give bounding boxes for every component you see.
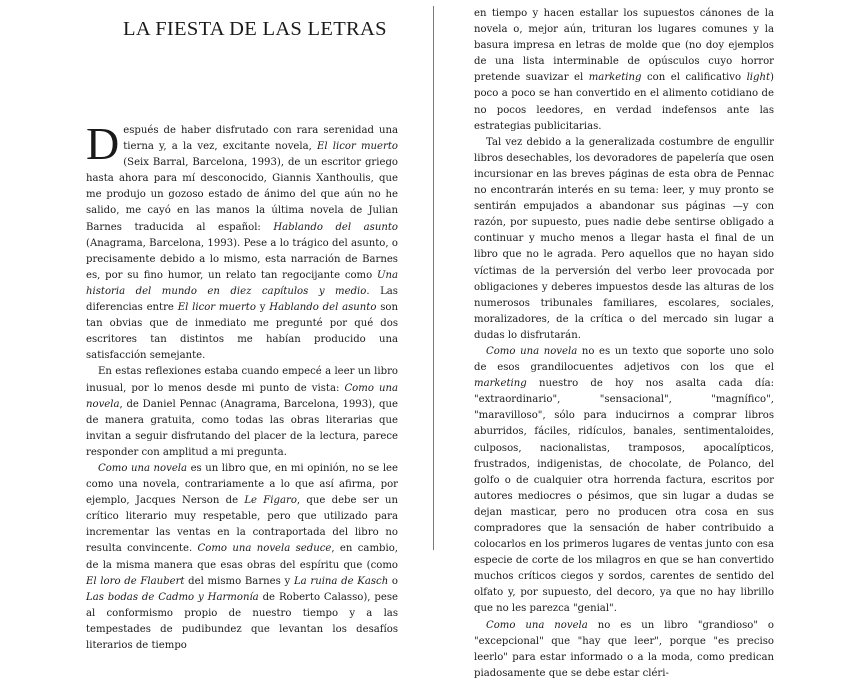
drop-cap: D bbox=[86, 118, 120, 169]
text-run: son tan obvias que de inmediato me pregunté por qué dos escritores tan distintos me habían producido una satisfacción semejante. bbox=[86, 302, 398, 362]
italic-text: marketing bbox=[474, 378, 527, 390]
paragraph bbox=[86, 118, 398, 364]
text-run: o bbox=[388, 575, 398, 587]
text-run: espués de haber disfrutado con rara serenidad una tierna y, a la vez, excitante novela, bbox=[123, 125, 398, 153]
text-run: del mismo Barnes y bbox=[184, 575, 294, 587]
text-run: en tiempo y hacen estallar los supuestos cánones de la novela o, mejor aún, trituran los lugares comunes y la basura impresa en letras de molde que (no doy ejemplos de una lista interminable de opúsculos cuyo horror pretende suavizar el bbox=[474, 8, 774, 84]
text-run: . Las diferencias entre bbox=[86, 285, 398, 314]
paragraph bbox=[474, 6, 774, 135]
text-run: ) poco a poco se han convertido en el alimento cotidiano de no pocos leedores, en verdad indefensos ante las estrategias publicitarias. bbox=[474, 72, 774, 132]
paragraph-text bbox=[86, 118, 398, 362]
italic-text: marketing bbox=[588, 72, 642, 84]
text-run: no es un libro "grandioso" o "excepcional" que "hay que leer", porque "es preciso leerlo" para estar informado o a la moda, como predican piadosamente que se debe estar cléri- bbox=[474, 619, 774, 679]
paragraph bbox=[86, 364, 398, 461]
text-run: , de Daniel Pennac (Anagrama, Barcelona, 1993), que de manera gratuita, como todas las obras literarias que invitan a seguir disfrutando del placer de la lectura, parece responder con amplitud a mi pregunta. bbox=[86, 398, 398, 458]
italic-text: Las bodas de Cadmo y Harmonía bbox=[86, 591, 259, 603]
italic-text: Como una novela bbox=[486, 345, 578, 357]
text-run: (Anagrama, Barcelona, 1993). Pese a lo trágico del asunto, o precisamente debido a lo mismo, esta narración de Barnes es, por su fino humor, un relato tan regocijante como bbox=[86, 237, 398, 281]
italic-text: La ruina de Kasch bbox=[293, 575, 389, 587]
paragraph bbox=[86, 461, 398, 654]
italic-text: Como una novela bbox=[486, 619, 588, 631]
text-run: no es un texto que soporte uno solo de esos grandilocuentes adjetivos con los que el bbox=[474, 345, 775, 374]
text-run: En estas reflexiones estaba cuando empecé a leer un libro inusual, por lo menos desde mi punto de vista: bbox=[86, 366, 398, 394]
italic-text: El licor muerto bbox=[177, 302, 256, 314]
text-run: de Roberto Calasso), pese al conformismo propio de nuestro tiempo y a las tempestades de pudibundez que levantan los desafíos literarios de tiempo bbox=[86, 591, 398, 651]
italic-text: Le Figaro bbox=[244, 495, 297, 507]
italic-text: El loro de Flaubert bbox=[86, 575, 185, 587]
left-column-text bbox=[86, 118, 398, 654]
text-run: , en cambio, de la misma manera que esas obras del espíritu que (como bbox=[86, 543, 398, 571]
italic-text: light bbox=[746, 72, 771, 84]
text-run: (Seix Barral, Barcelona, 1993), de un escritor griego hasta ahora para mí desconocido, Giannis Xanthoulis, que me produjo un gozoso estado de ánimo del que aún no he salido, me cayó en las manos la última novela de Julian Barnes traducida al español: bbox=[86, 157, 398, 233]
column-divider bbox=[433, 6, 434, 550]
text-run: con el calificativo bbox=[641, 72, 747, 84]
italic-text: Como una novela seduce bbox=[197, 543, 332, 555]
italic-text: Hablando del asunto bbox=[273, 221, 398, 233]
italic-text: Como una novela bbox=[86, 382, 398, 410]
text-run: , que debe ser un crítico literario muy respetable, pero que utilizado para incrementar las ventas en la contraportada del libro no resulta convincente. bbox=[86, 495, 398, 555]
text-run: nuestro de hoy nos asalta cada día: "extraordinario", "sensacional", "magnífico", "maravilloso", sólo para inducirnos a comprar libros aburridos, fáciles, ridículos, banales, sentimentaloides, culposos, nacionalistas, tramposos, apocalípticos, frustrados, indigenistas, de chocolate, de Polanco, del golfo o de cualquier otra horrenda factura, escritos por autores mediocres o pésimos, que sin lugar a dudas se dejan masticar, pero no producen otra cosa en sus compradores que la sensación de haber contribuido a colocarlos en los primeros lugares de ventas junto con esa especie de corte de los milagros en que se han convertido muchos críticos ciegos y sordos, carentes de sentido del olfato y, por supuesto, del decoro, ya que no hay librillo que no les parezca "genial". bbox=[474, 378, 774, 615]
text-run: Tal vez debido a la generalizada costumbre de engullir libros desechables, los devoradores de papelería que osen incursionar en las breves páginas de esta obra de Pennac no encontrarán interés en su tema: leer, y muy pronto se sentirán empujados a abandonar sus páginas —y con razón, por supuesto, pues nadie debe sentirse obligado a continuar y mucho menos a llegar hasta el final de un libro que no le agrada. Pero aquellos que no hayan sido víctimas de la perversión del verbo leer provocada por obligaciones y deberes impuestos desde las alturas de los numerosos tribunales familiares, escolares, sociales, moralizadores, de la crítica o del mercado sin lugar a dudas lo disfrutarán. bbox=[474, 136, 774, 341]
italic-text: Como una novela bbox=[98, 462, 188, 474]
paragraph bbox=[474, 135, 774, 344]
paragraph bbox=[474, 618, 774, 682]
italic-text: El licor muerto bbox=[317, 141, 398, 153]
italic-text: Una historia del mundo en diez capítulos y medio bbox=[86, 269, 398, 297]
page-title: LA FIESTA DE LAS LETRAS bbox=[123, 18, 387, 40]
italic-text: Hablando del asunto bbox=[269, 302, 377, 314]
right-column-text bbox=[474, 6, 774, 682]
text-run: es un libro que, en mi opinión, no se lee como una novela, contrariamente a lo que así afirma, por ejemplo, Jacques Nerson de bbox=[86, 462, 398, 507]
paragraph bbox=[474, 344, 774, 618]
text-run: y bbox=[255, 302, 270, 314]
